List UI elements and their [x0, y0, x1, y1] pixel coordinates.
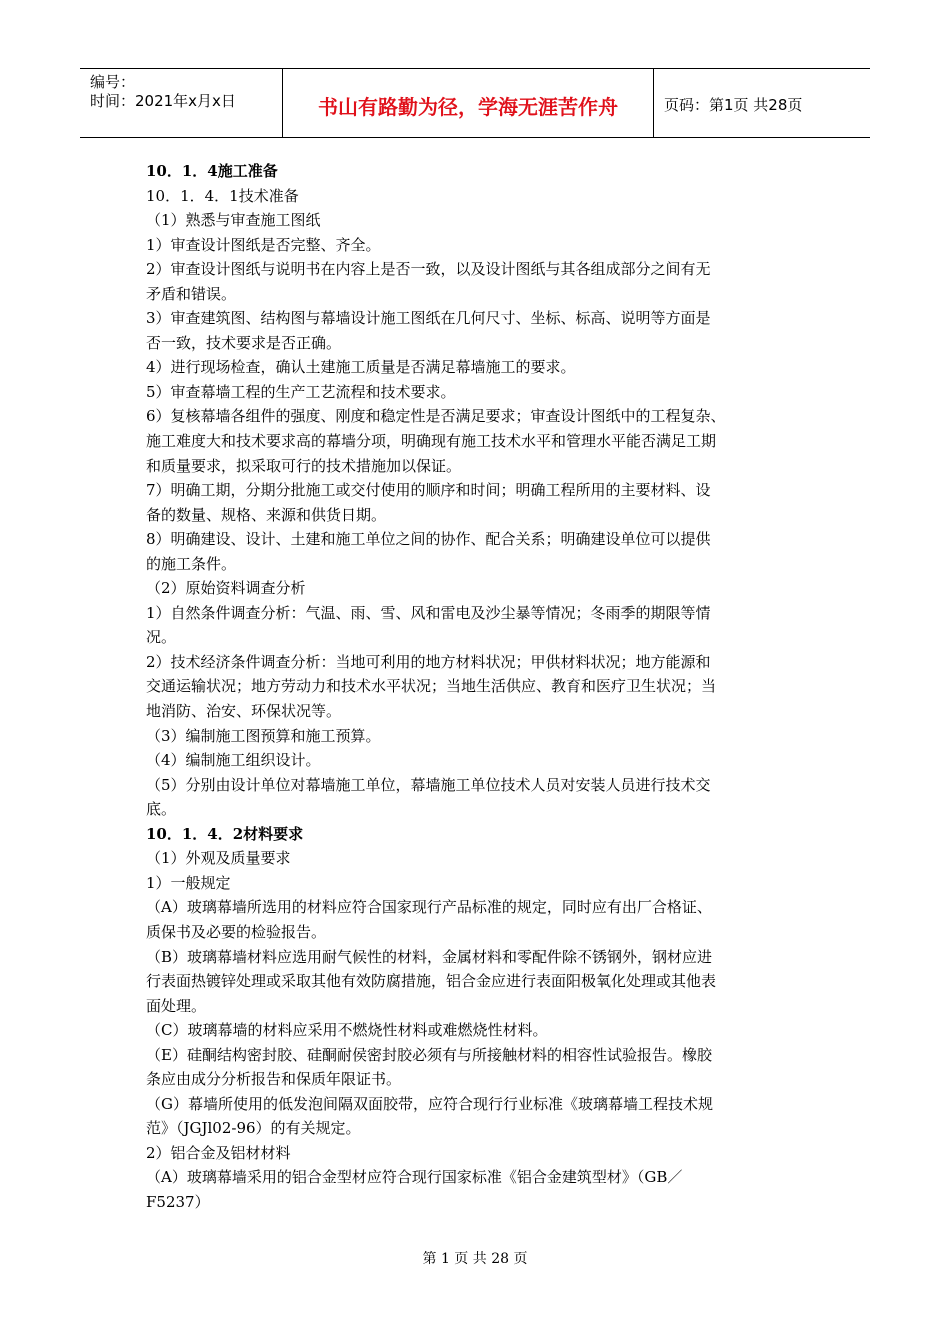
header-middle-cell: [283, 69, 654, 137]
text-line: （G）幕墙所使用的低发泡间隔双面胶带，应符合现行行业标准《玻璃幕墙工程技术规: [146, 1094, 713, 1113]
text-line: 1）一般规定: [146, 873, 231, 892]
text-line: （A）玻璃幕墙所选用的材料应符合国家现行产品标准的规定，同时应有出厂合格证、: [146, 898, 712, 917]
text-line: （B）玻璃幕墙材料应选用耐气候性的材料，金属材料和零配件除不锈钢外，钢材应进: [146, 947, 713, 966]
header-slogan: 书山有路勤为径，学海无涯苦作舟: [318, 95, 618, 119]
text-line: 8）明确建设、设计、土建和施工单位之间的协作、配合关系；明确建设单位可以提供: [146, 530, 711, 549]
text-line: 3）审查建筑图、结构图与幕墙设计施工图纸在几何尺寸、坐标、标高、说明等方面是: [146, 309, 711, 328]
document-number-label: 编号：: [90, 73, 136, 91]
text-line: 况。: [146, 628, 177, 647]
header-right-cell: [654, 69, 870, 137]
document-body: [146, 159, 796, 1215]
text-line: 5）审查幕墙工程的生产工艺流程和技术要求。: [146, 382, 456, 401]
text-line: 2）技术经济条件调查分析：当地可利用的地方材料状况；甲供材料状况；地方能源和: [146, 652, 711, 671]
text-line: 底。: [146, 800, 177, 819]
text-line: （E）硅酮结构密封胶、硅酮耐侯密封胶必须有与所接触材料的相容性试验报告。橡胶: [146, 1045, 712, 1064]
text-line: 和质量要求，拟采取可行的技术措施加以保证。: [146, 456, 462, 475]
text-line: 交通运输状况；地方劳动力和技术水平状况；当地生活供应、教育和医疗卫生状况；当: [146, 677, 717, 696]
text-line: 4）进行现场检查，确认土建施工质量是否满足幕墙施工的要求。: [146, 358, 576, 377]
text-line: 地消防、治安、环保状况等。: [146, 702, 342, 721]
text-line: 范》（JGJl02-96）的有关规定。: [146, 1119, 361, 1138]
text-line: 质保书及必要的检验报告。: [146, 922, 327, 941]
text-line: 的施工条件。: [146, 554, 237, 573]
text-line: 施工难度大和技术要求高的幕墙分项，明确现有施工技术水平和管理水平能否满足工期: [146, 432, 717, 451]
text-line: 条应由成分分析报告和保质年限证书。: [146, 1070, 402, 1089]
text-line: 1）审查设计图纸是否完整、齐全。: [146, 235, 381, 254]
text-line: 否一致，技术要求是否正确。: [146, 333, 342, 352]
section-heading: 10．1．4．2材料要求: [146, 824, 304, 843]
page-footer: 第 1 页 共 28 页: [422, 1251, 528, 1267]
text-line: 面处理。: [146, 996, 207, 1015]
text-line: 10．1．4．1技术准备: [146, 186, 299, 205]
text-line: 1）自然条件调查分析：气温、雨、雪、风和雷电及沙尘暴等情况；冬雨季的期限等情: [146, 603, 711, 622]
text-line: （A）玻璃幕墙采用的铝合金型材应符合现行国家标准《铝合金建筑型材》（GB／: [146, 1168, 683, 1187]
text-line: 备的数量、规格、来源和供货日期。: [146, 505, 387, 524]
text-line: （2）原始资料调查分析: [146, 579, 306, 598]
header-left-cell: [80, 69, 283, 137]
text-line: （1）外观及质量要求: [146, 849, 291, 868]
text-line: （5）分别由设计单位对幕墙施工单位，幕墙施工单位技术人员对安装人员进行技术交: [146, 775, 711, 794]
header-page-info: 页码：第1页 共28页: [664, 96, 803, 114]
document-date-label: 时间：2021年x月x日: [90, 92, 236, 110]
text-line: 矛盾和错误。: [146, 284, 237, 303]
text-line: （4）编制施工组织设计。: [146, 751, 321, 770]
text-line: 2）审查设计图纸与说明书在内容上是否一致，以及设计图纸与其各组成部分之间有无: [146, 260, 711, 279]
text-line: F5237）: [146, 1192, 210, 1211]
text-line: 2）铝合金及铝材材料: [146, 1143, 291, 1162]
text-line: （1）熟悉与审查施工图纸: [146, 211, 321, 230]
section-heading: 10．1．4施工准备: [146, 162, 278, 180]
text-line: 7）明确工期，分期分批施工或交付使用的顺序和时间；明确工程所用的主要材料、设: [146, 481, 711, 500]
page-header: [80, 68, 870, 138]
text-line: 6）复核幕墙各组件的强度、刚度和稳定性是否满足要求；审查设计图纸中的工程复杂、: [146, 407, 726, 426]
text-line: （3）编制施工图预算和施工预算。: [146, 726, 381, 745]
text-line: 行表面热镀锌处理或采取其他有效防腐措施，铝合金应进行表面阳极氧化处理或其他表: [146, 972, 717, 991]
text-line: （C）玻璃幕墙的材料应采用不燃烧性材料或难燃烧性材料。: [146, 1021, 548, 1040]
